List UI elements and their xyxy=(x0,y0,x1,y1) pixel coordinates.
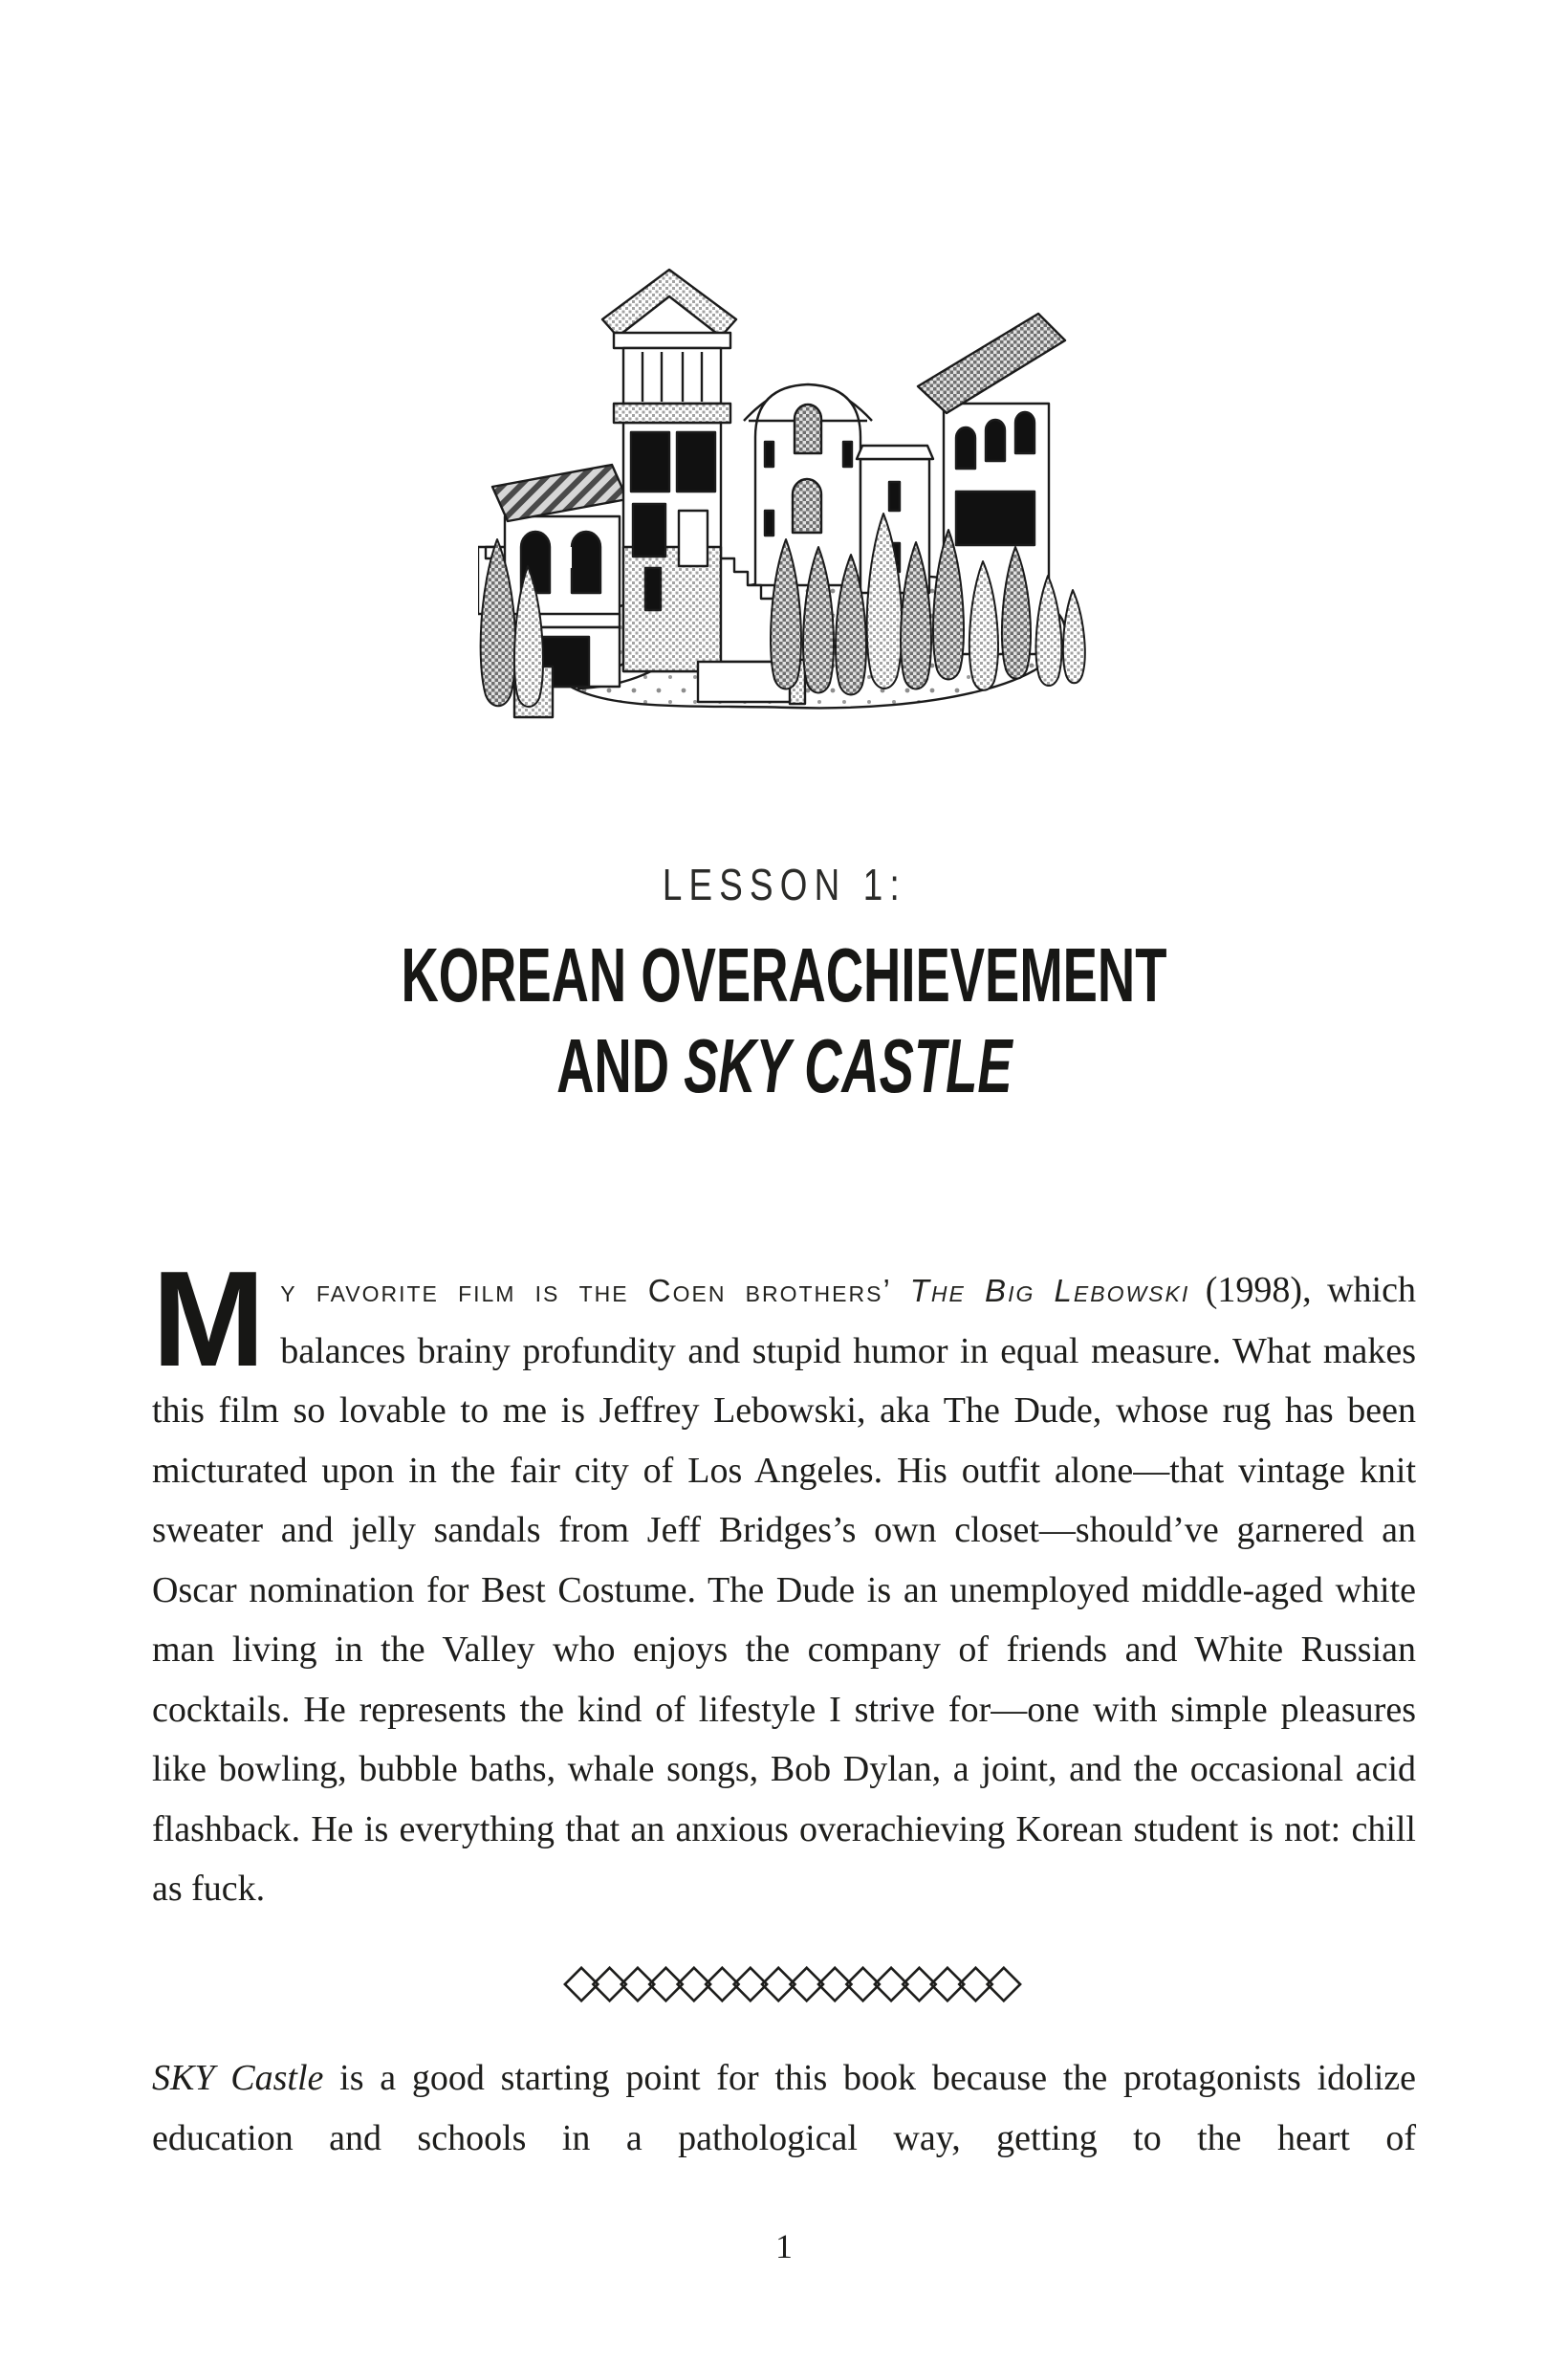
paragraph-opening-text: (1998), which balances brainy profundity and stupid humor in equal measure. What makes this film so lovable to me is Jeffrey Lebowski, aka The Dude, whose rug has been micturated upon in the fair city of Los Angeles. His outfit alone—that vintage knit sweater and jelly sandals from Jeff Bridges’s own closet—should’ve garnered an Oscar nomination for Best Costume. The Dude is an unemployed middle-aged white man living in the Valley who enjoys the company of friends and White Russian cocktails. He represents the kind of lifestyle I strive for—one with simple pleasures like bowling, bubble baths, whale songs, Bob Dylan, a joint, and the occasional acid flashback. He is everything that an anxious overachieving Korean student is not: chill as fuck. xyxy=(152,1270,1416,1909)
lead-in-film-title: The Big Lebowski xyxy=(909,1273,1190,1308)
diamond-divider: ◇◇◇◇◇◇◇◇◇◇◇◇◇◇◇◇ xyxy=(562,1953,1014,2008)
chapter-title-line2-normal: AND xyxy=(555,1023,684,1108)
lead-in-small-caps: y favorite film is the Coen brothers’ xyxy=(280,1273,910,1308)
chapter-title-line2 xyxy=(556,1020,1013,1111)
paragraph-sky-castle xyxy=(152,2048,1416,2168)
drop-cap: M xyxy=(152,1243,266,1395)
paragraph-opening xyxy=(152,1243,1416,1919)
page-number: 1 xyxy=(775,2227,793,2265)
lesson-kicker-text: LESSON 1: xyxy=(662,860,906,909)
dome-building xyxy=(744,384,872,585)
castle-illustration xyxy=(478,260,1090,719)
chapter-title-line2-italic: SKY CASTLE xyxy=(683,1023,1013,1108)
chapter-title-line1: KOREAN OVERACHIEVEMENT xyxy=(401,932,1167,1017)
paragraph-sky-castle-text: is a good starting point for this book because the protagonists idolize education and schools in a pathological way, getting to the heart of xyxy=(152,2058,1416,2158)
show-title-italic: SKY Castle xyxy=(152,2058,324,2098)
chapter-title xyxy=(0,929,1568,1111)
lesson-kicker xyxy=(0,859,1568,910)
